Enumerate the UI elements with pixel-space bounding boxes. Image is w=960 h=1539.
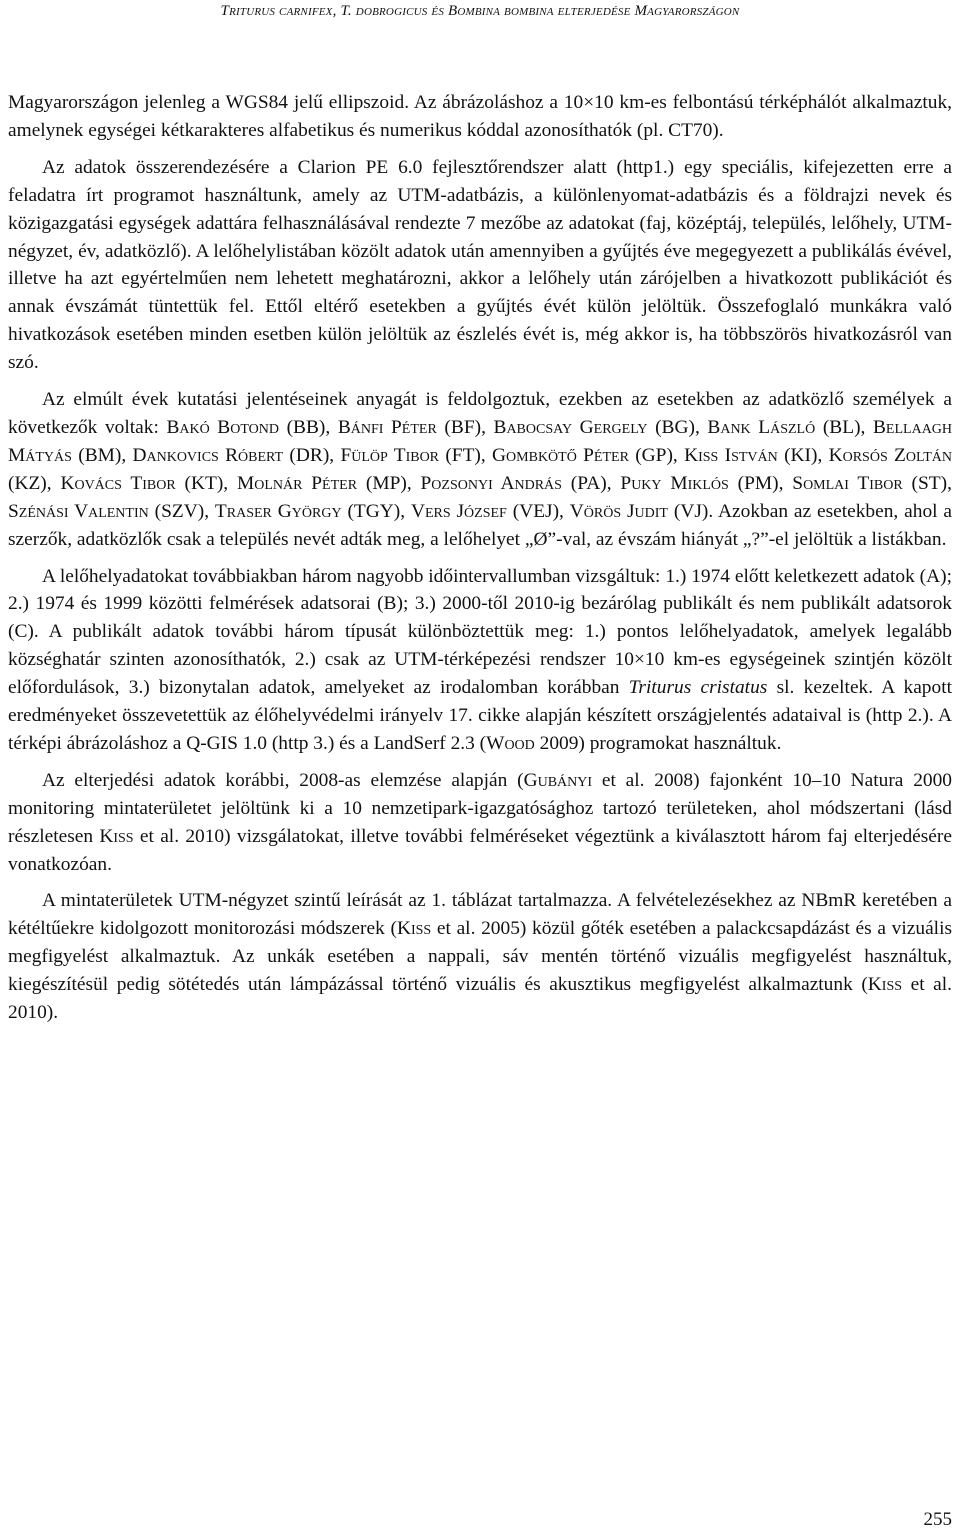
paragraph-2 [8, 154, 952, 377]
contributor-code: (GP) [635, 444, 673, 466]
paragraph-text: Magyarországon jelenleg a WGS84 jelű ellipszoid. Az ábrázoláshoz a 10×10 km-es felbontású térképhálót alkalmaztuk, amelynek egységei kétkarakteres alfabetikus és numerikus kóddal azonosíthatók (pl. CT70). [8, 92, 952, 141]
contributor-name: Bánfi Péter [337, 416, 437, 438]
paragraph-text: A lelőhelyadatokat továbbiakban három nagyobb időintervallumban vizsgáltuk: 1.) 1974 előtt keletkezett adatok (A); 2.) 1974 és 1999 közötti felmérések adatsorai (B); 3.) 2000-től 2010-ig bezárólag publikált és nem publikált adatsorok (C). A publikált adatok további három típusát különböztettük meg: 1.) pontos lelőhelyadatok, amelyek legalább községhatár szinten azonosíthatók, 2.) csak az UTM-térképezési rendszer 10×10 km-es egységeinek szintjén közölt előfordulások, 3.) bizonytalan adatok, amelyeket az irodalomban korábban [8, 565, 952, 699]
contributor-name: Vers József [410, 500, 507, 522]
paragraph-5 [8, 767, 952, 879]
contributor-name: Kiss István [684, 444, 778, 466]
page-number: 255 [923, 1509, 952, 1530]
paragraph-text: et al. 2005) közül gőték esetében a palackcsapdázást és a vizuális megfigyelést alkalmaztuk. Az unkák esetében a nappali, sáv mentén történő vizuális megfigyelést használtuk, kiegészítésül pedig sötétedés után lámpázással történő vizuális és akusztikus megfigyelést alkalmaztunk ( [8, 918, 952, 996]
contributor-code: (BF) [444, 416, 482, 438]
contributor-name: Bellaagh Mátyás [8, 416, 953, 466]
author-name: Kiss [396, 918, 432, 940]
paragraph-text: Az elmúlt évek kutatási jelentéseinek anyagát is feldolgoztuk, ezekben az esetekben az adatközlő személyek a következők voltak: [8, 389, 952, 438]
contributor-code: (DR) [289, 444, 330, 466]
contributor-name: Bakó Botond [166, 416, 279, 438]
contributor-code: (VEJ) [512, 500, 560, 522]
contributor-code: (ST) [911, 472, 948, 494]
contributor-name: Dankovics Róbert [132, 444, 284, 466]
contributor-code: (KZ) [8, 472, 47, 494]
contributor-name: Szénási Valentin [8, 500, 149, 522]
paragraph-text: Azokban az esetekben, ahol a szerzők, adatközlők csak a település nevét adták meg, a lelőhelyet „Ø”-val, az évszám hiányát „?”-el jelöltük a listákban. [8, 500, 953, 550]
contributor-name: Fülöp Tibor [340, 444, 440, 466]
paragraph-text: et al. 2008) fajonként 10–10 Natura 2000 monitoring mintaterületet jelöltünk ki a 10 nemzetipark-igazgatósághoz tartozó területeken, ahol módszertani (lásd részletesen [8, 769, 952, 847]
species-name: Triturus cristatus [628, 677, 768, 699]
contributor-name: Vörös Judit [569, 500, 668, 522]
author-name: Kiss [99, 825, 134, 847]
contributor-code: (PM) [737, 472, 779, 494]
contributor-name: Bank László [707, 416, 816, 438]
article-body [8, 89, 952, 1036]
contributor-code: (TGY) [347, 500, 401, 522]
paragraph-text: A mintaterületek UTM-négyzet szintű leírását az 1. táblázat tartalmazza. A felvételezésekhez az NBmR keretében a kétéltűekre kidolgozott monitorozási módszerek ( [8, 890, 952, 940]
paragraph-text: Az elterjedési adatok korábbi, 2008-as elemzése alapján ( [42, 769, 524, 791]
paragraph-text: sl. kezeltek. A kapott eredményeket összevetettük az élőhelyvédelmi irányelv 17. cikke alapján készített országjelentés adataival is (http 2.). A térképi ábrázoláshoz a Q-GIS 1.0 (http 3.) és a LandSerf 2.3 ( [8, 677, 952, 754]
paragraph-1 [8, 89, 952, 145]
contributor-code: (BB) [286, 416, 326, 438]
author-name: Gubányi [523, 769, 593, 791]
contributor-code: (BL) [822, 416, 861, 438]
contributor-code: (VJ). [673, 500, 714, 522]
contributor-list: Bakó Botond (BB), Bánfi Péter (BF), Babocsay Gergely (BG), Bank László (BL), Bellaagh Mátyás (BM), Dankovics Róbert (DR), Fülöp Tibor (FT), Gombkötő Péter (GP), Kiss István (KI), Korsós Zoltán (KZ), Kovács Tibor (KT), Molnár Péter (MP), Pozsonyi András (PA), Puky Miklós (PM), Somlai Tibor (ST), Szénási Valentin (SZV), Traser György (TGY), Vers József (VEJ), Vörös Judit (VJ). [8, 416, 953, 522]
contributor-name: Traser György [214, 500, 342, 522]
paragraph-text: 2009) programokat használtuk. [539, 732, 782, 754]
paragraph-text: Az adatok összerendezésére a Clarion PE 6.0 fejlesztőrendszer alatt (http1.) egy speciális, kifejezetten erre a feladatra írt programot használtunk, amely az UTM-adatbázis, a különlenyomat-adatbázis és a földrajzi nevek és közigazgatási egységek adattára felhasználásával rendezte 7 mezőbe az adatokat (faj, középtáj, település, lelőhely, UTM-négyzet, év, adatközlő). A lelőhelylistában közölt adatok után amennyiben a gyűjtés éve megegyezett a publikálás évével, illetve ha azt egyértelműen nem lehetett meghatározni, akkor a lelőhely után zárójelben a hivatkozott publikációt és annak évszámát tüntettük fel. Ettől eltérő esetekben a gyűjtés évét külön jelöltük. Összefoglaló munkákra való hivatkozások esetében minden esetben külön jelöltük az észlelés évét is, még akkor is, ha többszörös hivatkozásról van szó. [8, 156, 952, 374]
contributor-name: Puky Miklós [620, 472, 729, 494]
paragraph-6 [8, 887, 952, 1027]
contributor-name: Molnár Péter [236, 472, 358, 494]
paragraph-3 [8, 386, 952, 553]
contributor-code: (KT) [184, 472, 224, 494]
contributor-code: (FT) [445, 444, 481, 466]
contributor-name: Korsós Zoltán [828, 444, 953, 466]
author-name: Kiss [867, 974, 903, 996]
contributor-code: (PA) [570, 472, 607, 494]
contributor-code: (BG) [655, 416, 695, 438]
contributor-code: (MP) [365, 472, 407, 494]
contributor-code: (BM) [78, 444, 122, 466]
paragraph-text: et al. 2010). [8, 974, 952, 1024]
paragraph-text: et al. 2010) vizsgálatokat, illetve további felméréseket végeztünk a kiválasztott három faj elterjedésére vonatkozóan. [8, 825, 952, 875]
contributor-name: Somlai Tibor [792, 472, 903, 494]
contributor-name: Gombkötő Péter [492, 444, 629, 466]
contributor-name: Babocsay Gergely [493, 416, 648, 438]
paragraph-4 [8, 563, 952, 758]
contributor-name: Pozsonyi András [420, 472, 562, 494]
author-name: Wood [486, 732, 535, 754]
contributor-code: (SZV) [154, 500, 205, 522]
contributor-name: Kovács Tibor [60, 472, 176, 494]
contributor-code: (KI) [784, 444, 818, 466]
running-header: Triturus carnifex, T. dobrogicus és Bombina bombina elterjedése Magyarországon [220, 3, 740, 19]
